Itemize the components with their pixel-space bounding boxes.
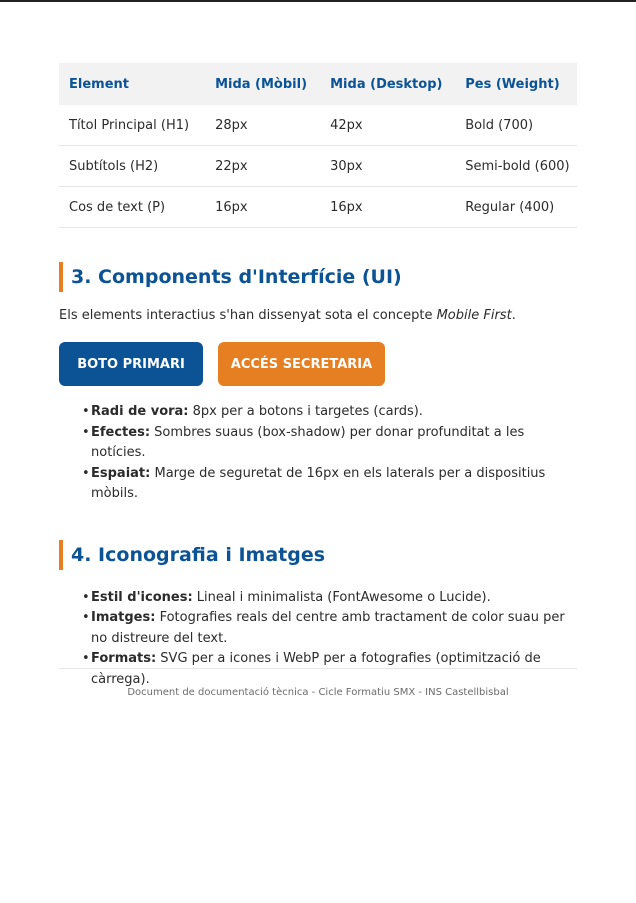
list-item-text: SVG per a icones i WebP per a fotografies (optimització de càrrega).: [91, 651, 541, 687]
footer-divider: [59, 668, 577, 669]
list-item-text: Fotografies reals del centre amb tractament de color suau per no distreure del text.: [91, 610, 565, 646]
list-item-term: Espaiat:: [91, 465, 151, 481]
list-item: [82, 608, 577, 649]
table-cell: Regular (400): [455, 187, 577, 228]
table-cell: 28px: [205, 105, 320, 146]
table-cell: 16px: [205, 187, 320, 228]
footer-text: Document de documentació tècnica - Cicle Formatiu SMX - INS Castellbisbal: [127, 687, 509, 698]
list-item-term: Imatges:: [91, 610, 156, 625]
list-item-term: Efectes:: [91, 424, 151, 440]
table-cell: 30px: [320, 146, 455, 187]
secretaria-access-button[interactable]: ACCÉS SECRETARIA: [218, 342, 385, 386]
list-item: [82, 649, 577, 690]
list-item: [82, 588, 577, 609]
list-item: [82, 402, 577, 423]
table-header-cell: Pes (Weight): [455, 63, 577, 105]
section-4-heading: 4. Iconografia i Imatges: [59, 540, 577, 570]
section-3-list: [59, 402, 577, 505]
table-cell: Subtítols (H2): [59, 146, 205, 187]
table-cell: 22px: [205, 146, 320, 187]
list-item-term: Formats:: [91, 651, 157, 666]
document-page: [59, 63, 577, 690]
typography-table: [59, 63, 577, 228]
table-row: [59, 105, 577, 146]
list-item-text: Marge de seguretat de 16px en els laterals per a dispositius mòbils.: [91, 465, 546, 501]
table-cell: Semi-bold (600): [455, 146, 577, 187]
list-item-text: Sombres suaus (box-shadow) per donar profunditat a les notícies.: [91, 424, 525, 460]
list-item-term: Radi de vora:: [91, 404, 189, 419]
intro-emphasis: Mobile First: [436, 308, 512, 323]
table-header-cell: Mida (Mòbil): [205, 63, 320, 105]
intro-text: Els elements interactius s'han dissenyat sota el concepte: [59, 308, 437, 323]
list-item: [82, 464, 577, 505]
table-row: [59, 146, 577, 187]
table-header-cell: Element: [59, 63, 205, 105]
list-item-term: Estil d'icones:: [91, 589, 193, 605]
table-header-row: [59, 63, 577, 105]
section-3-heading: 3. Components d'Interfície (UI): [59, 262, 577, 292]
section-4-list: [59, 588, 577, 691]
table-cell: 16px: [320, 187, 455, 228]
button-examples: [59, 342, 577, 386]
primary-button[interactable]: BOTO PRIMARI: [59, 342, 203, 386]
table-header-cell: Mida (Desktop): [320, 63, 455, 105]
table-cell: Bold (700): [455, 105, 577, 146]
list-item-text: 8px per a botons i targetes (cards).: [188, 404, 423, 419]
list-item-text: Lineal i minimalista (FontAwesome o Lucide).: [192, 589, 491, 605]
list-item: [82, 423, 577, 464]
table-row: [59, 187, 577, 228]
section-3-intro: [59, 306, 577, 326]
table-cell: Cos de text (P): [59, 187, 205, 228]
intro-end: .: [511, 308, 516, 323]
table-cell: 42px: [320, 105, 455, 146]
table-cell: Títol Principal (H1): [59, 105, 205, 146]
